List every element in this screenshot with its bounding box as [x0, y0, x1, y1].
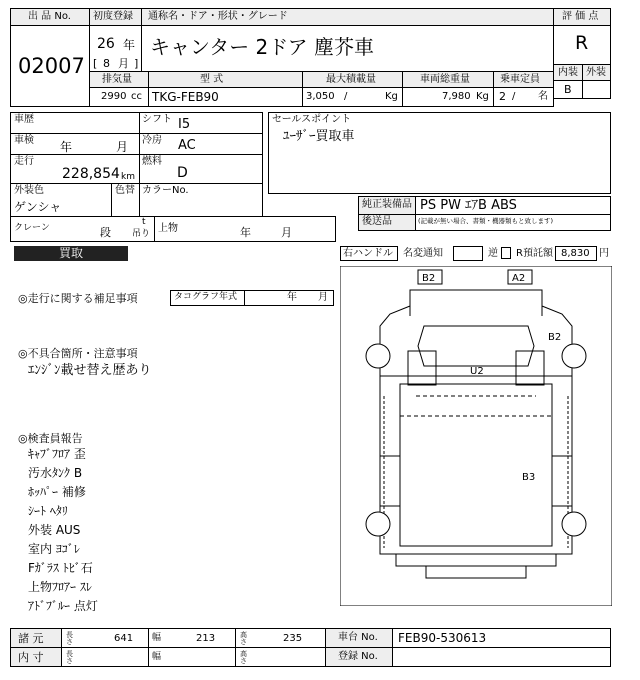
inner-label: 内 寸 [18, 651, 44, 664]
interior-label: 内装 [558, 67, 578, 78]
inspection-year-unit: 年 [60, 140, 73, 154]
reg-month-close: ] [134, 57, 139, 70]
max-load-unit: Kg [385, 91, 398, 102]
height-cell [235, 628, 326, 648]
fuel: D [177, 165, 188, 181]
inner-width-label: 幅 [152, 652, 162, 662]
damage-mark: B3 [522, 472, 536, 483]
shift-label: シフト [142, 114, 172, 125]
damage-mark: A2 [512, 273, 526, 284]
tachograph-divider [244, 290, 245, 306]
reverse-label: 逆 [488, 248, 498, 259]
tachograph-label: タコグラフ年式 [174, 292, 238, 302]
ac-label: 冷房 [142, 135, 162, 146]
diagram-frame [340, 266, 612, 606]
width-cell [148, 628, 236, 648]
upper-month-unit: 月 [281, 226, 292, 239]
upper-label: 上物 [158, 223, 178, 234]
reg-month-open: [ [93, 57, 98, 70]
history-label: 車歴 [14, 114, 34, 125]
length: 641 [114, 633, 134, 644]
inspector-item: 室内 ﾖｺﾞﾚ [28, 542, 80, 556]
equipment-label: 純正装備品 [362, 199, 412, 210]
purchase-banner [14, 246, 128, 261]
length-label: 長さ [66, 631, 73, 647]
mileage-unit: km [121, 172, 135, 182]
exterior-grade-cell [582, 80, 611, 99]
inspection-month-unit: 月 [116, 140, 129, 154]
model: TKG-FEB90 [152, 90, 219, 104]
inspector-item: 外装 AUS [28, 523, 81, 537]
dims-label: 諸 元 [18, 632, 44, 645]
reg-month-unit: 月 [118, 57, 129, 70]
defect-item: ｴﾝｼﾞﾝ載せ替え歴あり [28, 363, 152, 378]
inner-height-cell [235, 647, 326, 667]
inspector-item: ﾎｯﾊﾟｰ 補修 [28, 485, 86, 499]
reg-label: 登録 No. [338, 651, 378, 662]
gross-weight-unit: Kg [476, 91, 489, 102]
width-label: 幅 [152, 633, 162, 643]
shift: I5 [178, 117, 191, 132]
displacement-label: 排気量 [102, 74, 132, 85]
crane-lift-unit: 吊り [132, 229, 151, 239]
model-label-cell [148, 71, 303, 88]
sales-point-label: セールスポイント [272, 114, 352, 125]
capacity: 2 [499, 90, 506, 103]
inner-width-cell [148, 647, 236, 667]
inspector-item: ｼｰﾄ ﾍﾀﾘ [28, 504, 68, 518]
max-load: 3,050 [306, 91, 335, 102]
color: ゲンシャ [14, 200, 62, 214]
displacement: 2990 [101, 91, 127, 102]
inspector-label: ◎検査員報告 [18, 432, 83, 445]
equipment: PS PW ｴｱB ABS [420, 198, 517, 213]
mileage-label: 走行 [14, 156, 34, 167]
height: 235 [283, 633, 303, 644]
post-install-label: 後送品 [362, 216, 392, 227]
capacity-unit: 名 [538, 91, 548, 102]
inspector-item: 上物ﾌﾛｱｰ ｽﾚ [28, 580, 92, 594]
tachograph-month-unit: 月 [318, 292, 328, 303]
gross-weight: 7,980 [442, 91, 471, 102]
displacement-unit: cc [131, 91, 142, 102]
inner-length-cell [61, 647, 149, 667]
r-amount: 8,830 [561, 248, 590, 259]
damage-mark: B2 [422, 273, 436, 284]
capacity-slash: / [512, 91, 516, 102]
frame-no: FEB90-530613 [398, 631, 487, 645]
fuel-label: 燃料 [142, 156, 162, 167]
reg-year-unit: 年 [123, 38, 136, 52]
damage-mark: U2 [470, 366, 484, 377]
first-reg-label: 初度登録 [93, 11, 133, 22]
damage-mark: B2 [548, 332, 562, 343]
r-unit: 円 [599, 248, 609, 259]
crane-lift-t: t [142, 217, 146, 227]
interior-grade: B [564, 83, 572, 96]
reg-month: 8 [103, 57, 110, 70]
lot-no-label: 出 品 No. [28, 11, 71, 22]
inner-length-label: 長さ [66, 650, 73, 666]
r-mileage-label: R預託額 [516, 248, 553, 259]
reg-no-cell [392, 647, 611, 667]
max-load-slash: / [344, 91, 348, 102]
width: 213 [196, 633, 216, 644]
exterior-label: 外装 [586, 67, 606, 78]
color-code-label: カラーNo. [142, 185, 189, 196]
post-install-note: (記載が無い場合、書類・機器類もと致します) [418, 217, 554, 225]
defects-label: ◎不具合箇所・注意事項 [18, 347, 138, 360]
gross-weight-label: 車両総重量 [420, 74, 470, 85]
color-label: 外装色 [14, 185, 44, 196]
upper-year-unit: 年 [240, 226, 251, 239]
reg-year: 26 [97, 36, 115, 52]
color-change-label: 色替 [115, 185, 135, 196]
frame-label: 車台 No. [338, 632, 378, 643]
crane-label: クレーン [14, 223, 50, 233]
inspector-item: ｱﾄﾞﾌﾞﾙｰ 点灯 [28, 599, 98, 613]
ac: AC [178, 138, 196, 153]
inspector-item: ｷｬﾌﾞﾌﾛｱ 歪 [28, 447, 86, 461]
supplement-label: ◎走行に関する補足事項 [18, 292, 138, 305]
crane-stage: 段 [100, 226, 111, 239]
meter-box [453, 246, 483, 261]
tachograph-year-unit: 年 [287, 292, 297, 303]
mileage: 228,854 [62, 166, 120, 182]
right-hand-label: 右ハンドル [343, 248, 393, 259]
score-label: 評 価 点 [562, 11, 599, 22]
inner-height-label: 高さ [240, 650, 247, 666]
length-cell [61, 628, 149, 648]
sales-point: ﾕｰｻﾞｰ買取車 [283, 129, 355, 144]
inspector-item: 汚水ﾀﾝｸ B [28, 466, 83, 480]
name-label: 通称名・ドア・形状・グレード [148, 11, 288, 22]
meter-label: 名変通知 [403, 248, 443, 259]
score: R [575, 32, 589, 54]
height-label: 高さ [240, 631, 247, 647]
truck-diagram [340, 266, 612, 606]
max-load-label: 最大積載量 [326, 74, 376, 85]
purchase-label: 買取 [58, 246, 83, 260]
model-label: 型 式 [200, 74, 224, 85]
reverse-box [501, 247, 511, 259]
capacity-label: 乗車定員 [500, 74, 540, 85]
inspector-item: Fｶﾞﾗｽ ﾄﾋﾞ石 [28, 561, 93, 575]
lot-no: 02007 [18, 54, 85, 78]
vehicle-name: キャンター 2ドア 塵芥車 [150, 35, 375, 59]
inspection-label: 車検 [14, 135, 34, 146]
